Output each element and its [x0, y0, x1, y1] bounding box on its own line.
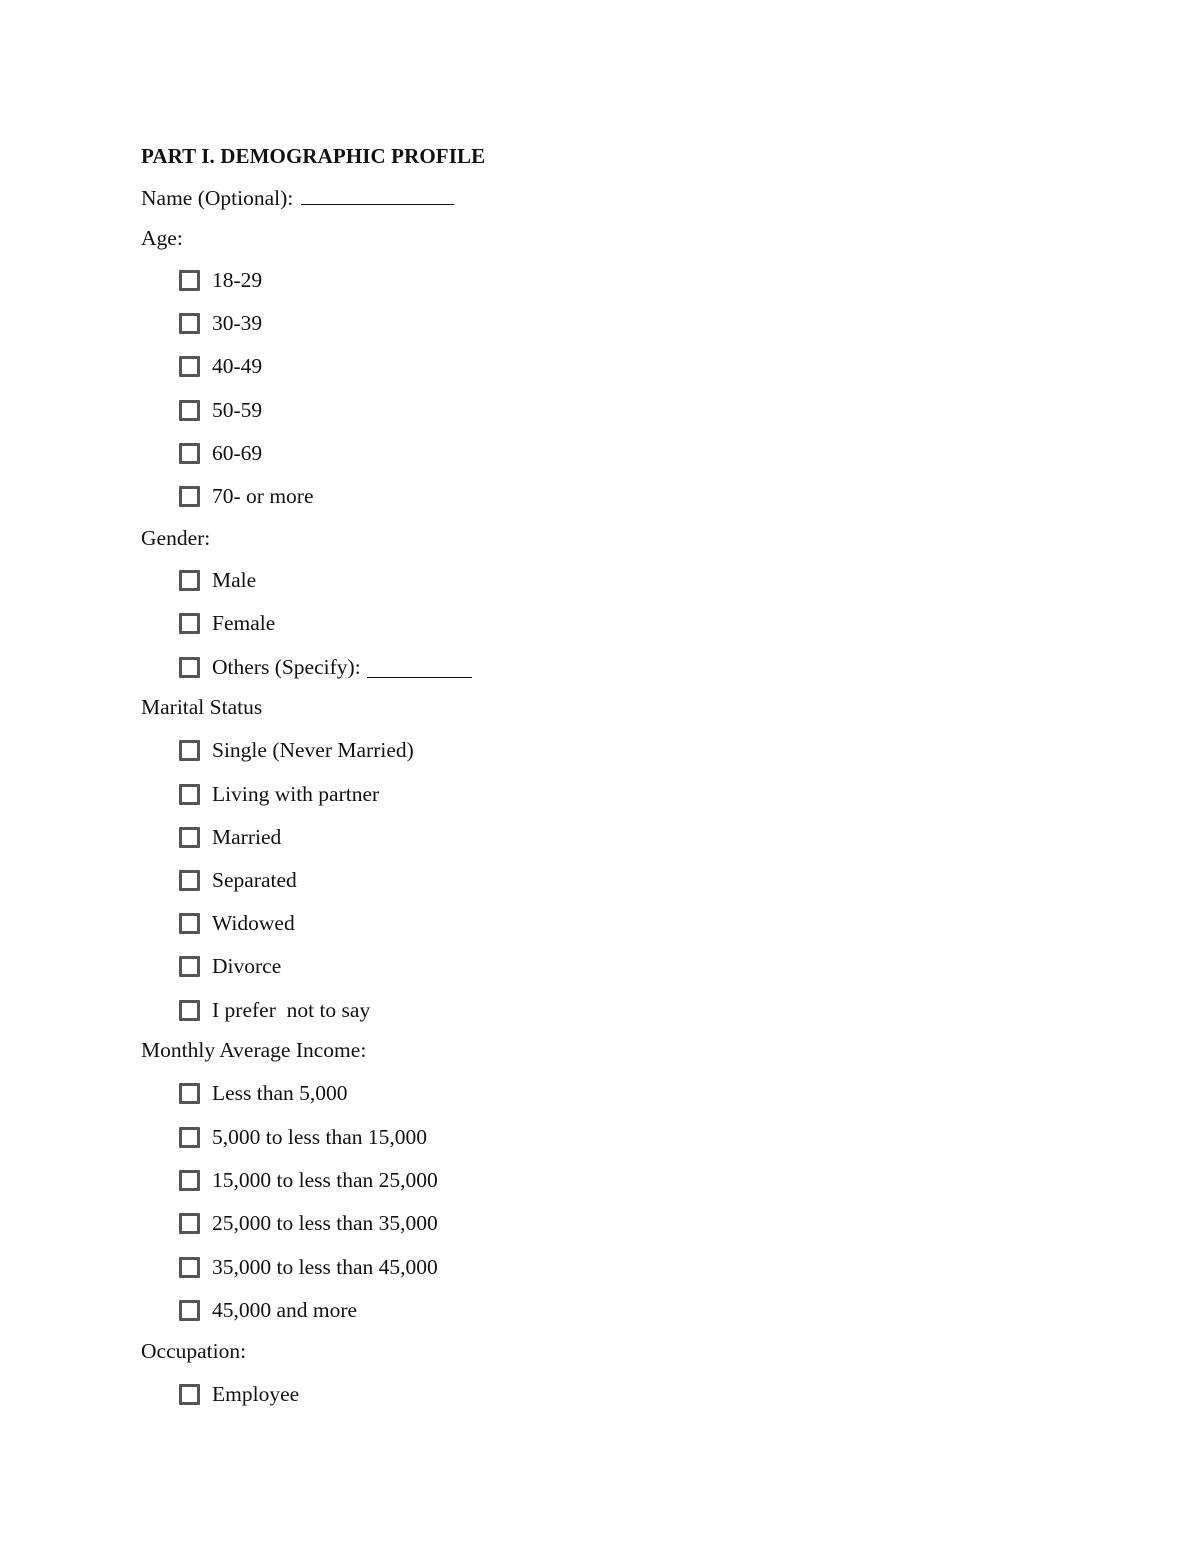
age-option[interactable] — [179, 483, 314, 509]
age-option[interactable] — [179, 267, 262, 293]
checkbox-icon[interactable] — [179, 613, 200, 634]
marital-option[interactable] — [179, 953, 281, 979]
option-label: 15,000 to less than 25,000 — [212, 1168, 438, 1192]
age-option[interactable] — [179, 310, 262, 336]
checkbox-icon[interactable] — [179, 1000, 200, 1021]
checkbox-icon[interactable] — [179, 486, 200, 507]
option-label: Living with partner — [212, 782, 380, 806]
checkbox-icon[interactable] — [179, 570, 200, 591]
checkbox-icon[interactable] — [179, 1083, 200, 1104]
option-label: Male — [212, 568, 257, 592]
section-title: PART I. DEMOGRAPHIC PROFILE — [141, 144, 486, 168]
checkbox-icon[interactable] — [179, 356, 200, 377]
checkbox-icon[interactable] — [179, 443, 200, 464]
checkbox-icon[interactable] — [179, 870, 200, 891]
checkbox-icon[interactable] — [179, 270, 200, 291]
checkbox-icon[interactable] — [179, 1170, 200, 1191]
occupation-option[interactable] — [179, 1381, 299, 1407]
option-label: 50-59 — [212, 398, 263, 422]
income-label: Monthly Average Income: — [141, 1038, 367, 1062]
option-label: 5,000 to less than 15,000 — [212, 1125, 427, 1149]
option-label: Female — [212, 611, 276, 635]
option-label: Divorce — [212, 954, 282, 978]
option-label: 45,000 and more — [212, 1298, 358, 1322]
income-option[interactable] — [179, 1254, 438, 1280]
option-label: Employee — [212, 1382, 300, 1406]
age-option[interactable] — [179, 353, 262, 379]
income-option[interactable] — [179, 1297, 357, 1323]
option-label: 60-69 — [212, 441, 263, 465]
marital-option[interactable] — [179, 781, 379, 807]
income-option[interactable] — [179, 1210, 438, 1236]
gender-option[interactable] — [179, 567, 256, 593]
option-label: 70- or more — [212, 484, 314, 508]
marital-option[interactable] — [179, 910, 295, 936]
gender-option[interactable] — [179, 654, 472, 680]
marital-option[interactable] — [179, 824, 281, 850]
checkbox-icon[interactable] — [179, 956, 200, 977]
option-label: 30-39 — [212, 311, 263, 335]
option-label: Separated — [212, 868, 297, 892]
checkbox-icon[interactable] — [179, 1213, 200, 1234]
option-label: Others (Specify): — [212, 655, 361, 679]
checkbox-icon[interactable] — [179, 740, 200, 761]
age-option[interactable] — [179, 397, 262, 423]
option-label: I prefer not to say — [212, 998, 371, 1022]
marital-status-label: Marital Status — [141, 695, 263, 719]
income-option[interactable] — [179, 1080, 348, 1106]
income-option[interactable] — [179, 1167, 438, 1193]
checkbox-icon[interactable] — [179, 913, 200, 934]
option-label: Widowed — [212, 911, 295, 935]
option-label: Married — [212, 825, 282, 849]
checkbox-icon[interactable] — [179, 1384, 200, 1405]
age-option[interactable] — [179, 440, 262, 466]
checkbox-icon[interactable] — [179, 1127, 200, 1148]
checkbox-icon[interactable] — [179, 1257, 200, 1278]
marital-option[interactable] — [179, 737, 414, 763]
checkbox-icon[interactable] — [179, 827, 200, 848]
gender-label: Gender: — [141, 526, 211, 550]
age-label: Age: — [141, 226, 183, 250]
checkbox-icon[interactable] — [179, 313, 200, 334]
checkbox-icon[interactable] — [179, 657, 200, 678]
option-label: 35,000 to less than 45,000 — [212, 1255, 438, 1279]
option-label: Less than 5,000 — [212, 1081, 348, 1105]
others-specify-blank[interactable] — [367, 657, 472, 678]
checkbox-icon[interactable] — [179, 400, 200, 421]
marital-option[interactable] — [179, 997, 370, 1023]
name-input-blank[interactable] — [301, 184, 454, 205]
option-label: Single (Never Married) — [212, 738, 414, 762]
gender-option[interactable] — [179, 610, 275, 636]
option-label: 40-49 — [212, 354, 263, 378]
name-field-label: Name (Optional): — [141, 186, 294, 210]
option-label: 25,000 to less than 35,000 — [212, 1211, 438, 1235]
checkbox-icon[interactable] — [179, 784, 200, 805]
occupation-label: Occupation: — [141, 1339, 247, 1363]
name-field-row — [141, 184, 454, 211]
income-option[interactable] — [179, 1124, 427, 1150]
marital-option[interactable] — [179, 867, 297, 893]
option-label: 18-29 — [212, 268, 263, 292]
checkbox-icon[interactable] — [179, 1300, 200, 1321]
